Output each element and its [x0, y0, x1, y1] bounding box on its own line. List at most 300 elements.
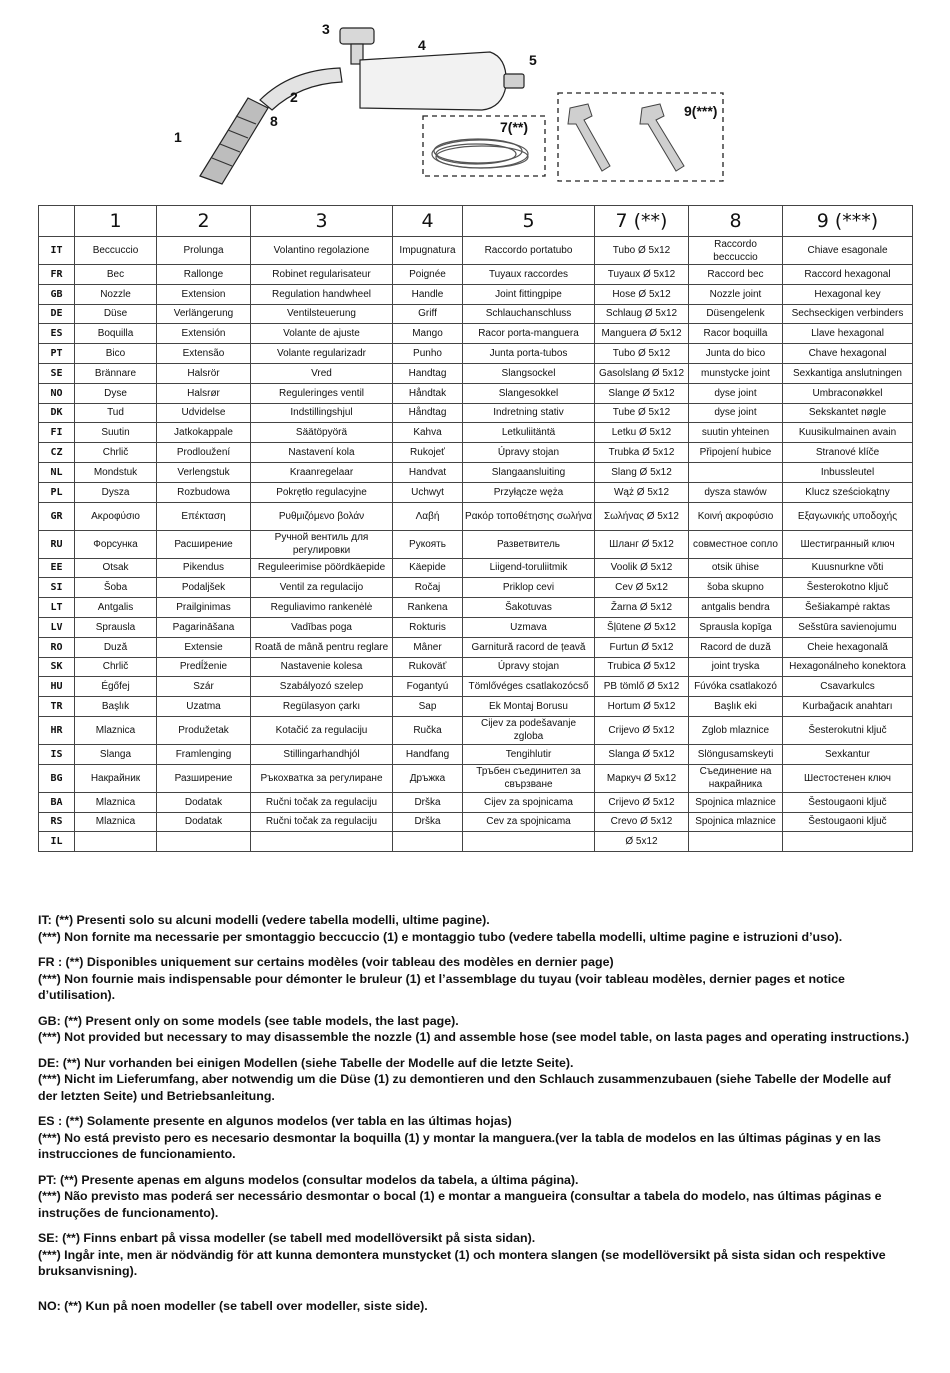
table-cell: Ρυθμιζόμενο βολάν [251, 502, 393, 530]
callout-1: 1 [174, 129, 182, 145]
table-cell: Hose Ø 5x12 [595, 284, 689, 304]
table-cell: Düsengelenk [689, 304, 783, 324]
table-cell: Handtag [393, 363, 463, 383]
table-cell [783, 832, 913, 852]
table-cell: Dysza [75, 482, 157, 502]
table-cell: Dodatak [157, 812, 251, 832]
header-cell: 1 [75, 206, 157, 237]
table-cell: Szabályozó szelep [251, 677, 393, 697]
table-cell: Schlauchanschluss [463, 304, 595, 324]
note-line: PT: (**) Presente apenas em alguns modelos (consultar modelos da tabela, a última página). [38, 1172, 579, 1187]
table-cell [75, 832, 157, 852]
table-cell: Ø 5x12 [595, 832, 689, 852]
table-cell: совместное сопло [689, 530, 783, 558]
table-cell: Επέκταση [157, 502, 251, 530]
table-cell: Fogantyú [393, 677, 463, 697]
table-cell: Volante regularizadr [251, 344, 393, 364]
table-cell: Šļūtene Ø 5x12 [595, 617, 689, 637]
table-row [39, 812, 913, 832]
table-cell [251, 832, 393, 852]
table-cell: Mango [393, 324, 463, 344]
table-cell: Šesterokotno ključ [783, 578, 913, 598]
table-cell: Égőfej [75, 677, 157, 697]
language-code-cell: RO [39, 637, 75, 657]
table-cell: Chrlič [75, 657, 157, 677]
table-cell: Käepide [393, 558, 463, 578]
extension-drawing [260, 68, 342, 110]
language-code-cell: LV [39, 617, 75, 637]
table-cell: Sechseckigen verbinders [783, 304, 913, 324]
table-row [39, 403, 913, 423]
table-cell: Šakotuvas [463, 598, 595, 618]
table-cell: antgalis bendra [689, 598, 783, 618]
table-row [39, 324, 913, 344]
table-cell: Kraanregelaar [251, 462, 393, 482]
table-cell: Rukojeť [393, 443, 463, 463]
language-code-cell: IT [39, 237, 75, 265]
table-cell: Stranové klíče [783, 443, 913, 463]
table-cell: Raccordo beccuccio [689, 237, 783, 265]
table-cell: Nastavenie kolesa [251, 657, 393, 677]
table-row [39, 677, 913, 697]
language-code-cell: SK [39, 657, 75, 677]
table-cell: Съединение на накрайника [689, 764, 783, 792]
table-row [39, 697, 913, 717]
table-cell: Sešstūra savienojumu [783, 617, 913, 637]
table-cell: Mlaznica [75, 792, 157, 812]
table-cell: Fúvóka csatlakozó [689, 677, 783, 697]
table-cell: Pokrętło regulacyjne [251, 482, 393, 502]
table-cell: šoba skupno [689, 578, 783, 598]
language-code-cell: NL [39, 462, 75, 482]
table-cell: Boquilla [75, 324, 157, 344]
table-cell: suutin yhteinen [689, 423, 783, 443]
language-code-cell: NO [39, 383, 75, 403]
callout-3: 3 [322, 21, 330, 37]
table-cell: dysza stawów [689, 482, 783, 502]
callout-5: 5 [529, 52, 537, 68]
table-body [39, 237, 913, 852]
table-cell: Vadības poga [251, 617, 393, 637]
language-code-cell: IL [39, 832, 75, 852]
table-row [39, 598, 913, 618]
table-cell: Slangsockel [463, 363, 595, 383]
table-cell: Raccord hexagonal [783, 265, 913, 285]
note-line: (***) Not provided but necessary to may disassemble the nozzle (1) and assemble hose (see model table, on lasta pages and operating instructions.) [38, 1030, 910, 1044]
table-cell: Poignée [393, 265, 463, 285]
table-cell: Verlängerung [157, 304, 251, 324]
table-cell: Letku Ø 5x12 [595, 423, 689, 443]
table-cell: Başlık [75, 697, 157, 717]
table-cell: Λαβή [393, 502, 463, 530]
note-line: ES : (**) Solamente presente en algunos modelos (ver tabla en las últimas hojas) [38, 1114, 512, 1128]
table-row [39, 578, 913, 598]
table-cell: Slange Ø 5x12 [595, 383, 689, 403]
table-row [39, 363, 913, 383]
table-cell: Llave hexagonal [783, 324, 913, 344]
note-line: (***) Não previsto mas poderá ser necessário desmontar o bocal (1) e montar a mangueira (consultar a tabela do modelo, nas últimas páginas e instruções de funcionamento). [38, 1189, 882, 1220]
note-block [38, 954, 912, 1004]
table-cell: Zglob mlaznice [689, 716, 783, 744]
table-cell: PB tömlő Ø 5x12 [595, 677, 689, 697]
table-cell: Tube Ø 5x12 [595, 403, 689, 423]
table-cell: Slangaansluiting [463, 462, 595, 482]
table-cell: Garnitură racord de țeavă [463, 637, 595, 657]
table-cell: dyse joint [689, 403, 783, 423]
table-cell: Тръбен съединител за свързване [463, 764, 595, 792]
callout-2: 2 [290, 89, 298, 105]
table-cell: Otsak [75, 558, 157, 578]
table-cell: Hortum Ø 5x12 [595, 697, 689, 717]
header-cell: 9 (***) [783, 206, 913, 237]
table-cell: Cev Ø 5x12 [595, 578, 689, 598]
table-cell: Ventilsteuerung [251, 304, 393, 324]
table-row [39, 265, 913, 285]
table-cell: Volante de ajuste [251, 324, 393, 344]
table-cell: Маркуч Ø 5x12 [595, 764, 689, 792]
table-row [39, 237, 913, 265]
parts-translation-table [38, 205, 913, 852]
language-code-cell: HR [39, 716, 75, 744]
table-cell: Nozzle [75, 284, 157, 304]
table-cell: Raccordo portatubo [463, 237, 595, 265]
language-code-cell: RU [39, 530, 75, 558]
language-code-cell: LT [39, 598, 75, 618]
table-cell: Mâner [393, 637, 463, 657]
table-cell: Gasolslang Ø 5x12 [595, 363, 689, 383]
table-cell: Duză [75, 637, 157, 657]
table-cell: Przyłącze węża [463, 482, 595, 502]
table-cell: Tubo Ø 5x12 [595, 344, 689, 364]
table-cell: Crevo Ø 5x12 [595, 812, 689, 832]
table-cell: Tud [75, 403, 157, 423]
table-cell: Sprausla kopīga [689, 617, 783, 637]
table-cell: Raccord bec [689, 265, 783, 285]
table-cell: Prailginimas [157, 598, 251, 618]
table-cell: Ventil za regulacijo [251, 578, 393, 598]
table-cell: Podaljšek [157, 578, 251, 598]
table-cell: Udvidelse [157, 403, 251, 423]
handle-drawing [360, 52, 506, 110]
table-cell: Crijevo Ø 5x12 [595, 792, 689, 812]
table-cell: Spojnica mlaznice [689, 812, 783, 832]
table-cell: Κοινή ακροφύσιο [689, 502, 783, 530]
table-cell: Cijev za spojnicama [463, 792, 595, 812]
table-row [39, 637, 913, 657]
table-cell: Dodatak [157, 792, 251, 812]
table-cell: Bec [75, 265, 157, 285]
table-cell: Šestougaoni ključ [783, 812, 913, 832]
nozzle-drawing [200, 98, 268, 184]
table-cell: Halsrør [157, 383, 251, 403]
language-code-cell: IS [39, 744, 75, 764]
table-cell: Roată de mână pentru reglare [251, 637, 393, 657]
note-line: GB: (**) Present only on some models (see table models, the last page). [38, 1013, 459, 1028]
callout-7: 7(**) [500, 119, 529, 135]
note-line: (***) Ingår inte, men är nödvändig för att kunna demontera munstycket (1) och montera slangen (se modellöversikt på sista sidan och respektive bruksanvisning). [38, 1247, 886, 1278]
table-cell: Joint fittingpipe [463, 284, 595, 304]
table-row [39, 716, 913, 744]
note-line: (***) Non fornite ma necessarie per smontaggio beccuccio (1) e montaggio tubo (vedere tabella modelli, ultime pagine e istruzioni d’uso). [38, 929, 843, 944]
table-cell: Slang Ø 5x12 [595, 462, 689, 482]
table-cell: Suutin [75, 423, 157, 443]
table-row [39, 617, 913, 637]
table-cell: Robinet regularisateur [251, 265, 393, 285]
table-cell [393, 832, 463, 852]
callout-9: 9(***) [684, 103, 718, 119]
table-cell: Рукоять [393, 530, 463, 558]
table-cell: Säätöpyörä [251, 423, 393, 443]
table-cell: Halsrör [157, 363, 251, 383]
table-cell: Drška [393, 792, 463, 812]
table-row [39, 832, 913, 852]
table-cell: Inbussleutel [783, 462, 913, 482]
table-cell: Racor porta-manguera [463, 324, 595, 344]
hose-fitting-drawing [504, 74, 524, 88]
table-cell: Regülasyon çarkı [251, 697, 393, 717]
table-cell: Extensão [157, 344, 251, 364]
note-block [38, 1172, 912, 1222]
language-code-cell: CZ [39, 443, 75, 463]
table-cell: Kotačić za regulaciju [251, 716, 393, 744]
table-cell: Wąż Ø 5x12 [595, 482, 689, 502]
table-cell: Slanga [75, 744, 157, 764]
note-line: DE: (**) Nur vorhanden bei einigen Modellen (siehe Tabelle der Modelle auf die letzte Seite). [38, 1055, 574, 1070]
note-block [38, 1113, 912, 1163]
torch-parts-illustration [160, 8, 740, 193]
language-code-cell: PL [39, 482, 75, 502]
table-row [39, 502, 913, 530]
table-cell: Σωλήνας Ø 5x12 [595, 502, 689, 530]
table-cell: Sexkantiga anslutningen [783, 363, 913, 383]
table-row [39, 344, 913, 364]
table-cell: Junta do bico [689, 344, 783, 364]
language-code-cell: BG [39, 764, 75, 792]
table-cell: Sekskantet nøgle [783, 403, 913, 423]
table-cell: Handvat [393, 462, 463, 482]
table-cell: Prodloužení [157, 443, 251, 463]
table-cell: Εξαγωνικής υποδοχής [783, 502, 913, 530]
table-cell: Разветвитель [463, 530, 595, 558]
table-cell: Ročaj [393, 578, 463, 598]
table-cell [463, 832, 595, 852]
note-line: SE: (**) Finns enbart på vissa modeller (se tabell med modellöversikt på sista sidan). [38, 1231, 536, 1245]
table-cell: Szár [157, 677, 251, 697]
table-row [39, 443, 913, 463]
table-cell: Antgalis [75, 598, 157, 618]
note-block [38, 1298, 912, 1315]
table-cell: Pagarināšana [157, 617, 251, 637]
table-cell: Chave hexagonal [783, 344, 913, 364]
language-code-cell: FI [39, 423, 75, 443]
table-cell: Шланг Ø 5x12 [595, 530, 689, 558]
table-cell: Priklop cevi [463, 578, 595, 598]
table-cell: Ρακόρ τοποθέτησης σωλήνα [463, 502, 595, 530]
table-cell: Rokturis [393, 617, 463, 637]
table-cell: Volantino regolazione [251, 237, 393, 265]
footnotes [38, 912, 912, 1323]
table-cell [689, 832, 783, 852]
table-cell: Tömlővéges csatlakozócső [463, 677, 595, 697]
table-cell: Úpravy stojan [463, 443, 595, 463]
table-cell: Ručni točak za regulaciju [251, 812, 393, 832]
table-cell: Håndtag [393, 403, 463, 423]
table-cell: Расширение [157, 530, 251, 558]
note-line: (***) Nicht im Lieferumfang, aber notwendig um die Düse (1) zu demontieren und den Schlauch zusammenzubauen (siehe Tabelle der Modelle auf der letzten Seite) und Betriebsanleitung. [38, 1072, 891, 1103]
note-block [38, 1230, 912, 1280]
language-code-cell: SE [39, 363, 75, 383]
table-cell: Bico [75, 344, 157, 364]
table-cell: Racord de duză [689, 637, 783, 657]
hose-coil-drawing [432, 139, 528, 168]
language-code-cell: DE [39, 304, 75, 324]
table-cell: Rallonge [157, 265, 251, 285]
note-block [38, 912, 912, 945]
table-row [39, 423, 913, 443]
table-cell: Impugnatura [393, 237, 463, 265]
table-cell: Extensión [157, 324, 251, 344]
table-cell: Stillingarhandhjól [251, 744, 393, 764]
table-cell: Cijev za podešavanje zgloba [463, 716, 595, 744]
table-cell: Ръкохватка за регулиране [251, 764, 393, 792]
table-cell: Trubka Ø 5x12 [595, 443, 689, 463]
table-cell: Kuusnurkne võti [783, 558, 913, 578]
note-line: (***) No está previsto pero es necesario desmontar la boquilla (1) y montar la manguera.(ver la tabla de modelos en las últimas páginas y en las instrucciones de funcionamiento. [38, 1130, 881, 1161]
table-cell: Jatkokappale [157, 423, 251, 443]
table-cell: Nozzle joint [689, 284, 783, 304]
note-line: NO: (**) Kun på noen modeller (se tabell over modeller, siste side). [38, 1298, 428, 1313]
table-cell: dyse joint [689, 383, 783, 403]
table-cell: Sap [393, 697, 463, 717]
language-code-cell: HU [39, 677, 75, 697]
table-cell: Tuyaux raccordes [463, 265, 595, 285]
table-cell: Kahva [393, 423, 463, 443]
table-row [39, 284, 913, 304]
callout-8: 8 [270, 113, 278, 129]
table-cell: Slangesokkel [463, 383, 595, 403]
table-cell: Kuusikulmainen avain [783, 423, 913, 443]
note-line: (***) Non fournie mais indispensable pour démonter le bruleur (1) et l’assemblage du tuyau (voir tableau modèles, dernier pages et notice d’utilisation). [38, 971, 845, 1002]
table-cell: Voolik Ø 5x12 [595, 558, 689, 578]
table-cell: Rukoväť [393, 657, 463, 677]
table-cell [157, 832, 251, 852]
table-row [39, 792, 913, 812]
header-cell: 5 [463, 206, 595, 237]
table-cell: Sexkantur [783, 744, 913, 764]
table-cell: Vred [251, 363, 393, 383]
table-cell: Dyse [75, 383, 157, 403]
language-code-cell: TR [39, 697, 75, 717]
table-cell: Indretning stativ [463, 403, 595, 423]
table-cell: Extension [157, 284, 251, 304]
header-cell: 7 (**) [595, 206, 689, 237]
table-cell: Düse [75, 304, 157, 324]
table-cell: Форсунка [75, 530, 157, 558]
table-cell: Ακροφύσιο [75, 502, 157, 530]
table-cell: Racor boquilla [689, 324, 783, 344]
language-code-cell: GB [39, 284, 75, 304]
table-row [39, 744, 913, 764]
table-row [39, 764, 913, 792]
language-code-cell: GR [39, 502, 75, 530]
table-cell: Ručka [393, 716, 463, 744]
language-code-cell: BA [39, 792, 75, 812]
note-line: FR : (**) Disponibles uniquement sur certains modèles (voir tableau des modèles en dernier page) [38, 955, 614, 969]
table-cell: Schlaug Ø 5x12 [595, 304, 689, 324]
table-cell: Spojnica mlaznice [689, 792, 783, 812]
language-code-cell: DK [39, 403, 75, 423]
table-cell: otsik ühise [689, 558, 783, 578]
table-cell: Framlenging [157, 744, 251, 764]
table-cell: Griff [393, 304, 463, 324]
header-cell: 8 [689, 206, 783, 237]
table-cell: Håndtak [393, 383, 463, 403]
language-code-cell: FR [39, 265, 75, 285]
table-cell: Накрайник [75, 764, 157, 792]
table-row [39, 383, 913, 403]
table-cell: Reguliavimo rankenėlė [251, 598, 393, 618]
table-cell: Drška [393, 812, 463, 832]
table-cell: Prolunga [157, 237, 251, 265]
table-cell: Verlengstuk [157, 462, 251, 482]
language-code-cell: EE [39, 558, 75, 578]
table-cell: Šestougaoni ključ [783, 792, 913, 812]
table-cell: Tengihlutir [463, 744, 595, 764]
table-cell: Tuyaux Ø 5x12 [595, 265, 689, 285]
table-cell: Uchwyt [393, 482, 463, 502]
language-code-cell: PT [39, 344, 75, 364]
table-cell: Brännare [75, 363, 157, 383]
note-line: IT: (**) Presenti solo su alcuni modelli (vedere tabella modelli, ultime pagine). [38, 913, 490, 927]
table-cell: munstycke joint [689, 363, 783, 383]
table-cell: Furtun Ø 5x12 [595, 637, 689, 657]
table-cell: Nastavení kola [251, 443, 393, 463]
header-cell: 4 [393, 206, 463, 237]
handwheel-drawing [340, 28, 374, 64]
table-cell: Indstillingshjul [251, 403, 393, 423]
note-block [38, 1013, 912, 1046]
table-cell: Uzmava [463, 617, 595, 637]
table-cell: Extensie [157, 637, 251, 657]
table-cell: Punho [393, 344, 463, 364]
table-cell: Šesterokutni ključ [783, 716, 913, 744]
table-cell: Hexagonálneho konektora [783, 657, 913, 677]
table-cell: Sprausla [75, 617, 157, 637]
table-cell: Handle [393, 284, 463, 304]
table-cell: Úpravy stojan [463, 657, 595, 677]
table-cell: Crijevo Ø 5x12 [595, 716, 689, 744]
table-cell: Tubo Ø 5x12 [595, 237, 689, 265]
table-cell: Manguera Ø 5x12 [595, 324, 689, 344]
table-cell: Pikendus [157, 558, 251, 578]
table-cell: Beccuccio [75, 237, 157, 265]
language-code-cell: RS [39, 812, 75, 832]
table-cell: Klucz sześciokątny [783, 482, 913, 502]
table-cell: Csavarkulcs [783, 677, 913, 697]
table-cell: Mlaznica [75, 716, 157, 744]
table-row [39, 482, 913, 502]
table-cell: Slanga Ø 5x12 [595, 744, 689, 764]
table-cell: Připojení hubice [689, 443, 783, 463]
table-row [39, 462, 913, 482]
table-cell: Šoba [75, 578, 157, 598]
table-cell: Umbraconøkkel [783, 383, 913, 403]
table-cell: Reguleringes ventil [251, 383, 393, 403]
table-cell: Rankena [393, 598, 463, 618]
table-cell: Ручной вентиль для регулировки [251, 530, 393, 558]
table-cell: Mondstuk [75, 462, 157, 482]
table-cell: Chrlič [75, 443, 157, 463]
